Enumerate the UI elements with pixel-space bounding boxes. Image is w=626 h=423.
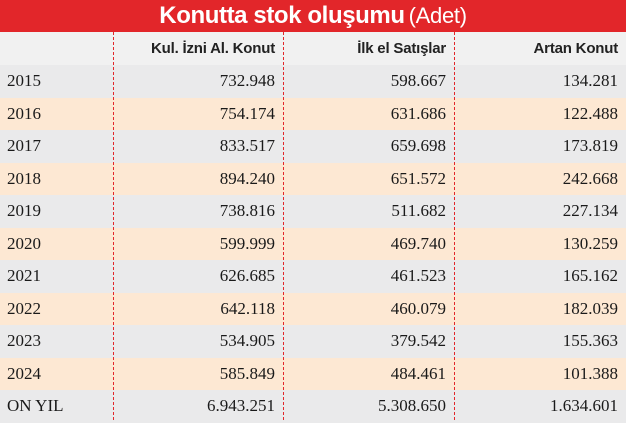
column-separator [283, 32, 284, 420]
year-cell: 2017 [7, 136, 41, 156]
permits-cell: 534.905 [219, 331, 275, 351]
table-row [0, 130, 626, 163]
surplus-cell: 242.668 [562, 168, 618, 188]
table-row [0, 358, 626, 391]
permits-cell: 754.174 [219, 103, 275, 123]
year-cell: 2016 [7, 103, 41, 123]
first-sales-cell: 469.740 [390, 233, 446, 253]
surplus-cell: 130.259 [562, 233, 618, 253]
first-sales-cell: 5.308.650 [378, 396, 446, 416]
first-sales-cell: 651.572 [390, 168, 446, 188]
surplus-cell: 155.363 [562, 331, 618, 351]
permits-cell: 6.943.251 [207, 396, 275, 416]
surplus-cell: 134.281 [562, 71, 618, 91]
year-cell: 2019 [7, 201, 41, 221]
surplus-cell: 1.634.601 [550, 396, 618, 416]
table-header-row [0, 32, 626, 65]
year-cell: ON YIL [7, 396, 64, 416]
first-sales-cell: 461.523 [390, 266, 446, 286]
surplus-cell: 101.388 [562, 363, 618, 383]
table-row [0, 390, 626, 423]
permits-cell: 626.685 [219, 266, 275, 286]
first-sales-cell: 631.686 [390, 103, 446, 123]
year-cell: 2024 [7, 363, 41, 383]
year-cell: 2015 [7, 71, 41, 91]
permits-cell: 585.849 [219, 363, 275, 383]
surplus-cell: 182.039 [562, 298, 618, 318]
first-sales-cell: 511.682 [391, 201, 446, 221]
title-unit: (Adet) [408, 3, 467, 28]
table-row [0, 98, 626, 131]
permits-cell: 732.948 [219, 71, 275, 91]
table-row [0, 325, 626, 358]
year-cell: 2018 [7, 168, 41, 188]
stock-table [0, 32, 626, 423]
table-title [0, 0, 626, 32]
table-row [0, 228, 626, 261]
permits-cell: 599.999 [219, 233, 275, 253]
column-header-surplus: Artan Konut [533, 40, 618, 57]
year-cell: 2020 [7, 233, 41, 253]
permits-cell: 833.517 [219, 136, 275, 156]
first-sales-cell: 598.667 [390, 71, 446, 91]
first-sales-cell: 379.542 [390, 331, 446, 351]
surplus-cell: 227.134 [562, 201, 618, 221]
column-header-year [0, 32, 113, 65]
table-row [0, 293, 626, 326]
surplus-cell: 165.162 [562, 266, 618, 286]
column-header-permits: Kul. İzni Al. Konut [151, 40, 275, 57]
surplus-cell: 122.488 [562, 103, 618, 123]
column-separator [113, 32, 114, 420]
permits-cell: 738.816 [219, 201, 275, 221]
first-sales-cell: 460.079 [390, 298, 446, 318]
table-body [0, 65, 626, 423]
year-cell: 2021 [7, 266, 41, 286]
table-row [0, 163, 626, 196]
first-sales-cell: 659.698 [390, 136, 446, 156]
surplus-cell: 173.819 [562, 136, 618, 156]
permits-cell: 894.240 [219, 168, 275, 188]
column-separator [454, 32, 455, 420]
table-row [0, 195, 626, 228]
permits-cell: 642.118 [220, 298, 275, 318]
table-row [0, 260, 626, 293]
table-row [0, 65, 626, 98]
title-main: Konutta stok oluşumu [159, 2, 405, 29]
year-cell: 2023 [7, 331, 41, 351]
first-sales-cell: 484.461 [390, 363, 446, 383]
column-header-first-sales: İlk el Satışlar [357, 40, 446, 57]
year-cell: 2022 [7, 298, 41, 318]
